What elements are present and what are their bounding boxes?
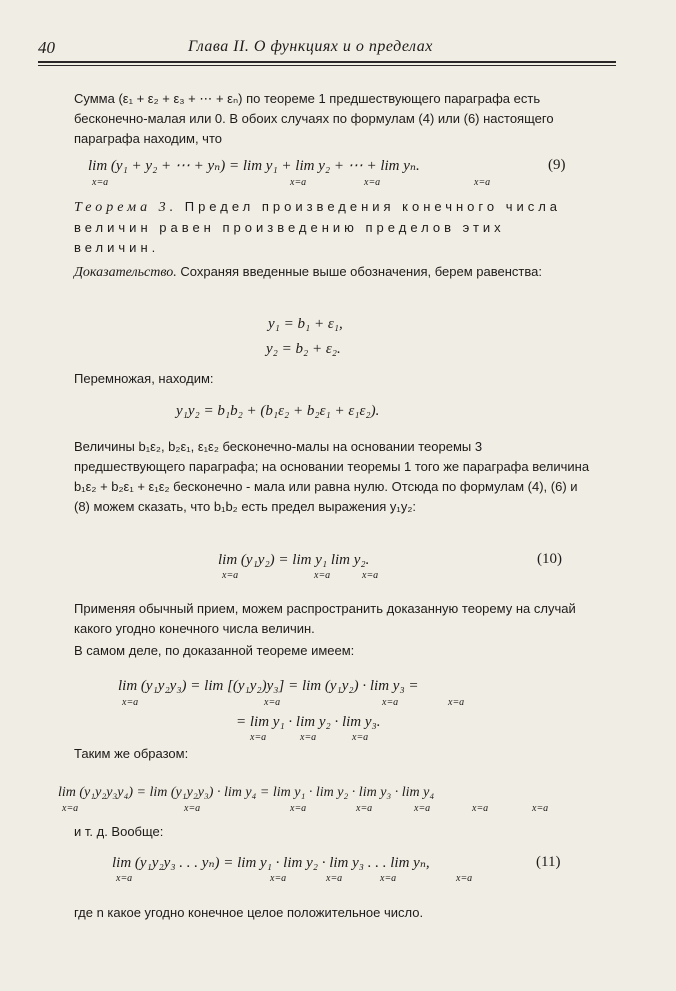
- formula-four-sub-1: x=a: [62, 803, 79, 814]
- formula-11: lim (y₁y₂y₃ . . . yₙ) = lim y₁ · lim y₂ · lim y₃ . . . lim yₙ,: [112, 855, 430, 871]
- proof-paragraph: [74, 262, 594, 283]
- formula-10-sub-1: x=a: [222, 570, 239, 581]
- paragraph-apply: Применяя обычный прием, можем распространить доказанную теорему на случай какого угодно конечного числа величин.: [74, 601, 576, 636]
- formula-11-sub-3: x=a: [326, 873, 343, 884]
- formula-three-b-sub-1: x=a: [250, 732, 267, 743]
- formula-three-a-sub-3: x=a: [382, 697, 399, 708]
- paragraph-sum: Сумма (ε₁ + ε₂ + ε₃ + ⋯ + εₙ) по теореме 1 предшествующего параграфа есть бесконечно-малая или 0. В обоих случаях по формулам (4) или (6) настоящего параграфа находим, что: [74, 91, 554, 146]
- chapter-title: Глава II. О функциях и о пределах: [188, 38, 433, 55]
- running-header: [38, 38, 616, 58]
- paragraph-likewise: Таким же образом:: [74, 746, 189, 761]
- formula-three-a-sub-2: x=a: [264, 697, 281, 708]
- formula-four-sub-3: x=a: [290, 803, 307, 814]
- formula-four: lim (y₁y₂y₃y₄) = lim (y₁y₂y₃) · lim y₄ = lim y₁ · lim y₂ · lim y₃ · lim y₄: [58, 785, 435, 800]
- formula-10-number: (10): [537, 551, 562, 567]
- header-rule-thin: [38, 65, 616, 66]
- equation-y1: y₁ = b₁ + ε₁,: [268, 316, 343, 332]
- proof-label: Доказательство.: [74, 265, 177, 280]
- formula-three-b: = lim y₁ · lim y₂ · lim y₃.: [236, 714, 381, 730]
- formula-11-sub-1: x=a: [116, 873, 133, 884]
- formula-four-sub-4: x=a: [356, 803, 373, 814]
- formula-9: lim (y₁ + y₂ + ⋯ + yₙ) = lim y₁ + lim y₂ + ⋯ + lim yₙ.: [88, 158, 420, 174]
- formula-10: lim (y₁y₂) = lim y₁ lim y₂.: [218, 552, 370, 568]
- formula-three-a-sub-1: x=a: [122, 697, 139, 708]
- formula-10-sub-3: x=a: [362, 570, 379, 581]
- formula-three-a: lim (y₁y₂y₃) = lim [(y₁y₂)y₃] = lim (y₁y₂) · lim y₃ =: [118, 678, 419, 694]
- formula-11-number: (11): [536, 854, 561, 870]
- formula-three-b-sub-3: x=a: [352, 732, 369, 743]
- paragraph-multiply: Перемножая, находим:: [74, 371, 214, 386]
- formula-11-sub-2: x=a: [270, 873, 287, 884]
- formula-9-number: (9): [548, 157, 566, 173]
- formula-three-a-sub-4: x=a: [448, 697, 465, 708]
- theorem-3: [74, 197, 594, 258]
- formula-10-sub-2: x=a: [314, 570, 331, 581]
- formula-9-sub-4: x=a: [474, 177, 491, 188]
- paragraph-quantities: Величины b₁ε₂, b₂ε₁, ε₁ε₂ бесконечно-малы на основании теоремы 3 предшествующего параграфа; на основании теоремы 1 того же параграфа величина b₁ε₂ + b₂ε₁ + ε₁ε₂ бесконечно - мала или равна нулю. Отсюда по формулам (4), (6) и (8) можем сказать, что b₁b₂ есть предел выражения y₁y₂:: [74, 439, 590, 514]
- formula-9-sub-1: x=a: [92, 177, 109, 188]
- proof-text: Сохраняя введенные выше обозначения, берем равенства:: [180, 264, 542, 279]
- formula-four-sub-2: x=a: [184, 803, 201, 814]
- formula-three-b-sub-2: x=a: [300, 732, 317, 743]
- formula-four-sub-6: x=a: [472, 803, 489, 814]
- formula-11-sub-4: x=a: [380, 873, 397, 884]
- paragraph-general: и т. д. Вообще:: [74, 824, 164, 839]
- equation-y2: y₂ = b₂ + ε₂.: [266, 341, 341, 357]
- paragraph-final: где n какое угодно конечное целое положительное число.: [74, 905, 424, 920]
- formula-four-sub-7: x=a: [532, 803, 549, 814]
- paragraph-indeed: В самом деле, по доказанной теореме имеем:: [74, 643, 355, 658]
- theorem-label: Теорема 3.: [74, 200, 178, 215]
- header-rule-thick: [38, 61, 616, 63]
- formula-9-sub-3: x=a: [364, 177, 381, 188]
- formula-9-sub-2: x=a: [290, 177, 307, 188]
- equation-product: y₁y₂ = b₁b₂ + (b₁ε₂ + b₂ε₁ + ε₁ε₂).: [176, 403, 380, 419]
- formula-11-sub-5: x=a: [456, 873, 473, 884]
- formula-four-sub-5: x=a: [414, 803, 431, 814]
- theorem-text: Предел произведения конечного числа величин равен произведению пределов этих величин.: [74, 199, 562, 255]
- page-number: 40: [38, 38, 55, 57]
